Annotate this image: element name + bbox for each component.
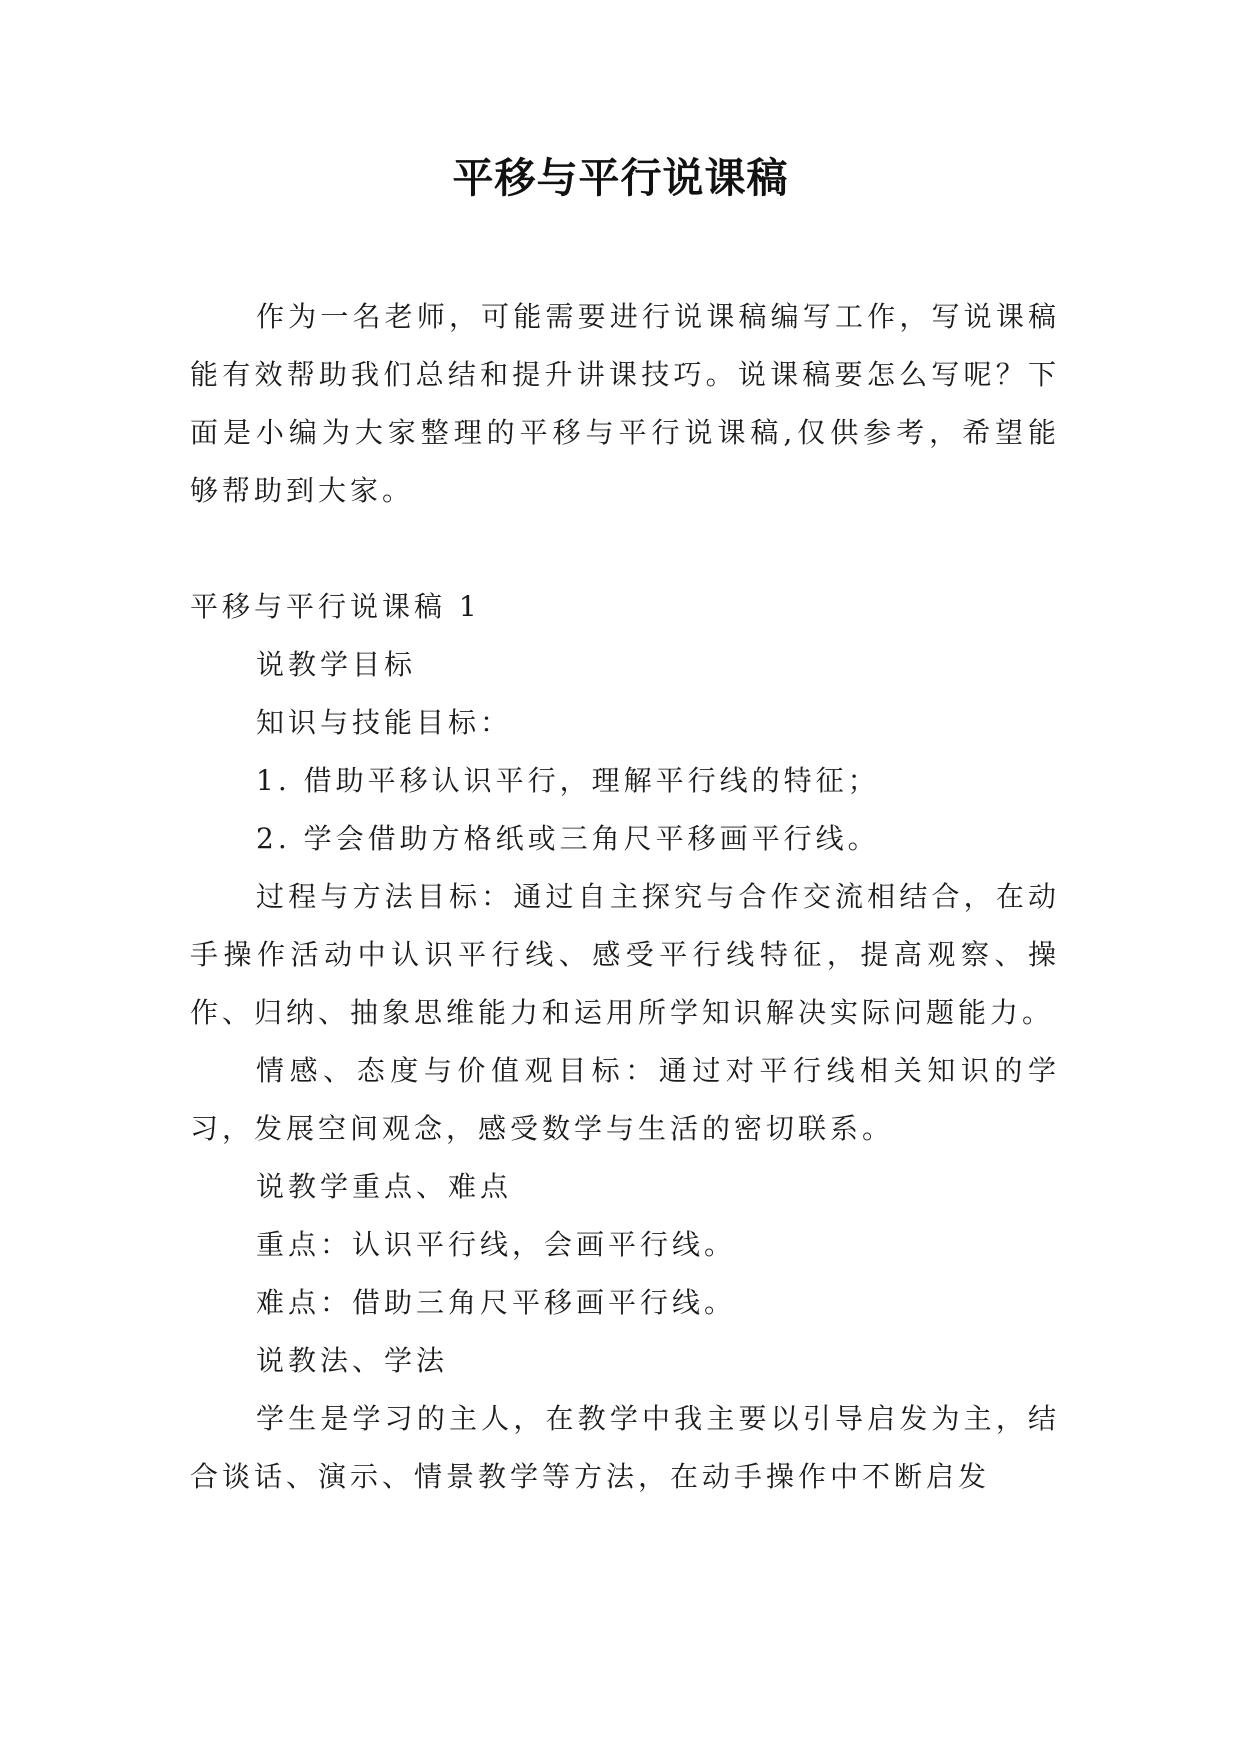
document-title: 平移与平行说课稿 xyxy=(452,154,789,202)
section-heading: 平移与平行说课稿 1 xyxy=(190,590,481,623)
paragraph-emotion-goals: 情感、态度与价值观目标：通过对平行线相关知识的学习，发展空间观念，感受数学与生活的密切联系。 xyxy=(190,1054,1060,1145)
paragraph-goal-item-1: 1. 借助平移认识平行，理解平行线的特征； xyxy=(256,764,880,797)
paragraph-knowledge-goals: 知识与技能目标： xyxy=(256,706,513,739)
paragraph-key-point: 重点：认识平行线，会画平行线。 xyxy=(256,1228,737,1261)
intro-paragraph: 作为一名老师，可能需要进行说课稿编写工作，写说课稿能有效帮助我们总结和提升讲课技巧。说课稿要怎么写呢？下面是小编为大家整理的平移与平行说课稿,仅供参考，希望能够帮助到大家。 xyxy=(190,300,1060,507)
document-body xyxy=(190,288,1060,1506)
paragraph-methods-heading: 说教法、学法 xyxy=(256,1344,449,1377)
paragraph-teaching-goals: 说教学目标 xyxy=(256,648,417,681)
paragraph-spacer xyxy=(190,520,1060,578)
paragraph-methods: 学生是学习的主人，在教学中我主要以引导启发为主，结合谈话、演示、情景教学等方法，在动手操作中不断启发 xyxy=(190,1402,1060,1493)
paragraph-process-goals: 过程与方法目标：通过自主探究与合作交流相结合，在动手操作活动中认识平行线、感受平行线特征，提高观察、操作、归纳、抽象思维能力和运用所学知识解决实际问题能力。 xyxy=(190,880,1060,1029)
paragraph-goal-item-2: 2. 学会借助方格纸或三角尺平移画平行线。 xyxy=(256,822,880,855)
paragraph-difficulty: 难点：借助三角尺平移画平行线。 xyxy=(256,1286,737,1319)
paragraph-key-points-heading: 说教学重点、难点 xyxy=(256,1170,513,1203)
